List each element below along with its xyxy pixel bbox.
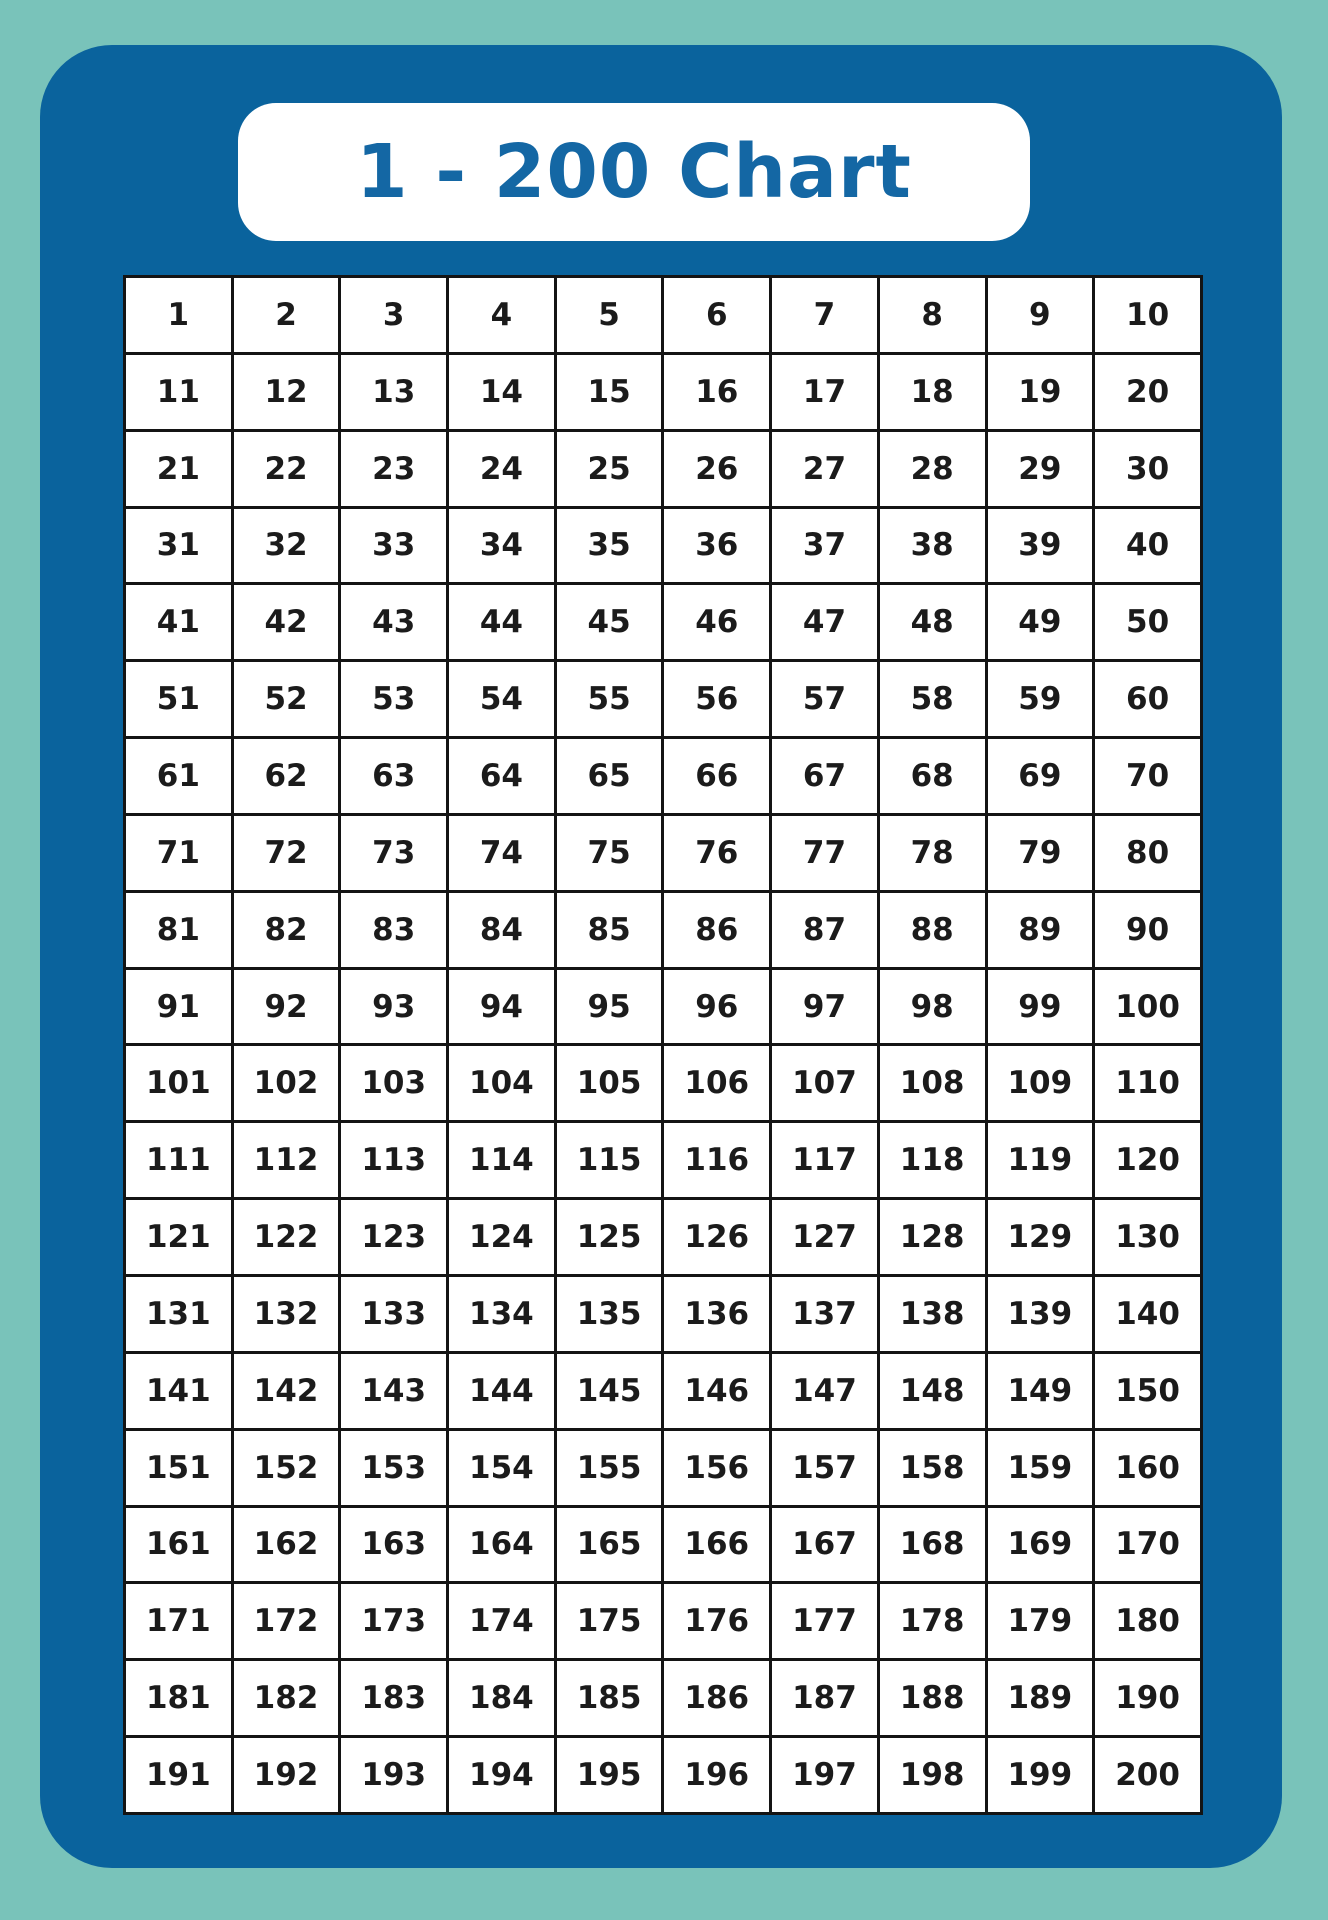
number-cell: 95 <box>555 968 663 1045</box>
number-cell: 170 <box>1094 1506 1202 1583</box>
number-cell: 47 <box>771 584 879 661</box>
number-cell: 163 <box>340 1506 448 1583</box>
number-cell: 182 <box>232 1660 340 1737</box>
number-cell: 19 <box>986 353 1094 430</box>
table-row <box>125 1275 1202 1352</box>
number-cell: 180 <box>1094 1583 1202 1660</box>
number-cell: 60 <box>1094 661 1202 738</box>
number-cell: 61 <box>125 738 233 815</box>
table-row <box>125 1583 1202 1660</box>
table-row <box>125 430 1202 507</box>
number-cell: 109 <box>986 1045 1094 1122</box>
table-row <box>125 277 1202 354</box>
number-cell: 134 <box>448 1275 556 1352</box>
number-cell: 63 <box>340 738 448 815</box>
number-cell: 86 <box>663 891 771 968</box>
table-row <box>125 891 1202 968</box>
number-cell: 24 <box>448 430 556 507</box>
number-cell: 165 <box>555 1506 663 1583</box>
number-cell: 185 <box>555 1660 663 1737</box>
number-cell: 172 <box>232 1583 340 1660</box>
number-cell: 92 <box>232 968 340 1045</box>
number-cell: 175 <box>555 1583 663 1660</box>
number-cell: 56 <box>663 661 771 738</box>
number-cell: 67 <box>771 738 879 815</box>
number-cell: 104 <box>448 1045 556 1122</box>
number-cell: 12 <box>232 353 340 430</box>
number-cell: 127 <box>771 1199 879 1276</box>
table-row <box>125 1429 1202 1506</box>
number-cell: 189 <box>986 1660 1094 1737</box>
table-row <box>125 968 1202 1045</box>
number-cell: 38 <box>878 507 986 584</box>
number-cell: 112 <box>232 1122 340 1199</box>
number-cell: 142 <box>232 1352 340 1429</box>
number-cell: 130 <box>1094 1199 1202 1276</box>
number-cell: 40 <box>1094 507 1202 584</box>
number-cell: 123 <box>340 1199 448 1276</box>
number-cell: 188 <box>878 1660 986 1737</box>
number-cell: 20 <box>1094 353 1202 430</box>
number-cell: 184 <box>448 1660 556 1737</box>
number-cell: 9 <box>986 277 1094 354</box>
number-cell: 108 <box>878 1045 986 1122</box>
number-cell: 177 <box>771 1583 879 1660</box>
number-cell: 4 <box>448 277 556 354</box>
number-cell: 55 <box>555 661 663 738</box>
number-cell: 173 <box>340 1583 448 1660</box>
number-cell: 90 <box>1094 891 1202 968</box>
number-cell: 71 <box>125 814 233 891</box>
number-cell: 178 <box>878 1583 986 1660</box>
number-cell: 27 <box>771 430 879 507</box>
number-cell: 42 <box>232 584 340 661</box>
number-cell: 131 <box>125 1275 233 1352</box>
number-cell: 98 <box>878 968 986 1045</box>
number-cell: 152 <box>232 1429 340 1506</box>
number-cell: 43 <box>340 584 448 661</box>
number-cell: 148 <box>878 1352 986 1429</box>
number-cell: 35 <box>555 507 663 584</box>
number-cell: 8 <box>878 277 986 354</box>
number-cell: 171 <box>125 1583 233 1660</box>
number-grid <box>123 275 1203 1815</box>
number-grid-body <box>125 277 1202 1814</box>
number-cell: 64 <box>448 738 556 815</box>
number-cell: 54 <box>448 661 556 738</box>
number-cell: 121 <box>125 1199 233 1276</box>
number-cell: 16 <box>663 353 771 430</box>
number-cell: 44 <box>448 584 556 661</box>
table-row <box>125 584 1202 661</box>
number-cell: 110 <box>1094 1045 1202 1122</box>
number-cell: 129 <box>986 1199 1094 1276</box>
number-cell: 17 <box>771 353 879 430</box>
number-cell: 30 <box>1094 430 1202 507</box>
number-cell: 74 <box>448 814 556 891</box>
number-cell: 21 <box>125 430 233 507</box>
number-cell: 85 <box>555 891 663 968</box>
number-cell: 147 <box>771 1352 879 1429</box>
number-cell: 150 <box>1094 1352 1202 1429</box>
table-row <box>125 1660 1202 1737</box>
number-cell: 155 <box>555 1429 663 1506</box>
number-cell: 82 <box>232 891 340 968</box>
number-cell: 114 <box>448 1122 556 1199</box>
number-cell: 31 <box>125 507 233 584</box>
number-cell: 51 <box>125 661 233 738</box>
number-cell: 195 <box>555 1737 663 1814</box>
number-cell: 22 <box>232 430 340 507</box>
number-cell: 81 <box>125 891 233 968</box>
number-cell: 14 <box>448 353 556 430</box>
number-cell: 11 <box>125 353 233 430</box>
number-cell: 105 <box>555 1045 663 1122</box>
number-cell: 158 <box>878 1429 986 1506</box>
number-cell: 159 <box>986 1429 1094 1506</box>
number-cell: 28 <box>878 430 986 507</box>
number-cell: 128 <box>878 1199 986 1276</box>
number-cell: 162 <box>232 1506 340 1583</box>
number-cell: 76 <box>663 814 771 891</box>
number-cell: 41 <box>125 584 233 661</box>
number-cell: 78 <box>878 814 986 891</box>
number-cell: 138 <box>878 1275 986 1352</box>
number-cell: 132 <box>232 1275 340 1352</box>
number-cell: 15 <box>555 353 663 430</box>
number-cell: 79 <box>986 814 1094 891</box>
number-cell: 103 <box>340 1045 448 1122</box>
number-cell: 100 <box>1094 968 1202 1045</box>
table-row <box>125 661 1202 738</box>
number-cell: 2 <box>232 277 340 354</box>
number-cell: 161 <box>125 1506 233 1583</box>
number-cell: 198 <box>878 1737 986 1814</box>
number-cell: 119 <box>986 1122 1094 1199</box>
number-cell: 176 <box>663 1583 771 1660</box>
number-cell: 1 <box>125 277 233 354</box>
number-cell: 192 <box>232 1737 340 1814</box>
number-cell: 93 <box>340 968 448 1045</box>
number-cell: 200 <box>1094 1737 1202 1814</box>
number-cell: 135 <box>555 1275 663 1352</box>
number-cell: 37 <box>771 507 879 584</box>
number-cell: 66 <box>663 738 771 815</box>
number-cell: 125 <box>555 1199 663 1276</box>
number-cell: 197 <box>771 1737 879 1814</box>
number-cell: 116 <box>663 1122 771 1199</box>
number-cell: 39 <box>986 507 1094 584</box>
number-cell: 3 <box>340 277 448 354</box>
number-cell: 145 <box>555 1352 663 1429</box>
number-cell: 193 <box>340 1737 448 1814</box>
number-cell: 18 <box>878 353 986 430</box>
number-cell: 80 <box>1094 814 1202 891</box>
number-cell: 157 <box>771 1429 879 1506</box>
number-cell: 62 <box>232 738 340 815</box>
number-cell: 77 <box>771 814 879 891</box>
table-row <box>125 353 1202 430</box>
number-cell: 70 <box>1094 738 1202 815</box>
number-cell: 6 <box>663 277 771 354</box>
number-cell: 144 <box>448 1352 556 1429</box>
number-cell: 59 <box>986 661 1094 738</box>
number-cell: 68 <box>878 738 986 815</box>
number-cell: 167 <box>771 1506 879 1583</box>
number-cell: 69 <box>986 738 1094 815</box>
number-cell: 13 <box>340 353 448 430</box>
number-cell: 141 <box>125 1352 233 1429</box>
number-cell: 160 <box>1094 1429 1202 1506</box>
number-cell: 96 <box>663 968 771 1045</box>
number-cell: 117 <box>771 1122 879 1199</box>
table-row <box>125 507 1202 584</box>
number-cell: 126 <box>663 1199 771 1276</box>
number-cell: 168 <box>878 1506 986 1583</box>
number-cell: 29 <box>986 430 1094 507</box>
number-cell: 149 <box>986 1352 1094 1429</box>
number-cell: 139 <box>986 1275 1094 1352</box>
number-cell: 111 <box>125 1122 233 1199</box>
number-cell: 124 <box>448 1199 556 1276</box>
number-cell: 133 <box>340 1275 448 1352</box>
number-cell: 169 <box>986 1506 1094 1583</box>
number-cell: 151 <box>125 1429 233 1506</box>
number-cell: 97 <box>771 968 879 1045</box>
number-cell: 89 <box>986 891 1094 968</box>
number-cell: 164 <box>448 1506 556 1583</box>
number-cell: 156 <box>663 1429 771 1506</box>
number-cell: 88 <box>878 891 986 968</box>
table-row <box>125 1506 1202 1583</box>
number-cell: 23 <box>340 430 448 507</box>
table-row <box>125 1199 1202 1276</box>
number-cell: 48 <box>878 584 986 661</box>
number-cell: 174 <box>448 1583 556 1660</box>
number-cell: 181 <box>125 1660 233 1737</box>
number-cell: 137 <box>771 1275 879 1352</box>
number-cell: 191 <box>125 1737 233 1814</box>
table-row <box>125 1352 1202 1429</box>
number-cell: 136 <box>663 1275 771 1352</box>
number-cell: 94 <box>448 968 556 1045</box>
number-cell: 107 <box>771 1045 879 1122</box>
number-cell: 115 <box>555 1122 663 1199</box>
table-row <box>125 1122 1202 1199</box>
number-cell: 91 <box>125 968 233 1045</box>
number-cell: 65 <box>555 738 663 815</box>
number-cell: 50 <box>1094 584 1202 661</box>
number-cell: 118 <box>878 1122 986 1199</box>
number-cell: 5 <box>555 277 663 354</box>
number-cell: 7 <box>771 277 879 354</box>
number-cell: 143 <box>340 1352 448 1429</box>
number-cell: 87 <box>771 891 879 968</box>
number-cell: 25 <box>555 430 663 507</box>
number-cell: 146 <box>663 1352 771 1429</box>
number-cell: 45 <box>555 584 663 661</box>
table-row <box>125 814 1202 891</box>
number-cell: 36 <box>663 507 771 584</box>
table-row <box>125 738 1202 815</box>
number-cell: 46 <box>663 584 771 661</box>
number-cell: 83 <box>340 891 448 968</box>
number-cell: 120 <box>1094 1122 1202 1199</box>
number-cell: 34 <box>448 507 556 584</box>
number-cell: 122 <box>232 1199 340 1276</box>
number-cell: 72 <box>232 814 340 891</box>
number-cell: 187 <box>771 1660 879 1737</box>
table-row <box>125 1737 1202 1814</box>
number-cell: 58 <box>878 661 986 738</box>
number-cell: 199 <box>986 1737 1094 1814</box>
number-cell: 183 <box>340 1660 448 1737</box>
number-cell: 194 <box>448 1737 556 1814</box>
number-cell: 53 <box>340 661 448 738</box>
table-row <box>125 1045 1202 1122</box>
number-cell: 113 <box>340 1122 448 1199</box>
title-card <box>238 103 1030 241</box>
number-cell: 49 <box>986 584 1094 661</box>
number-cell: 196 <box>663 1737 771 1814</box>
number-cell: 140 <box>1094 1275 1202 1352</box>
number-cell: 84 <box>448 891 556 968</box>
number-cell: 10 <box>1094 277 1202 354</box>
number-cell: 102 <box>232 1045 340 1122</box>
page-title: 1 - 200 Chart <box>356 129 912 215</box>
number-cell: 32 <box>232 507 340 584</box>
number-cell: 179 <box>986 1583 1094 1660</box>
number-cell: 154 <box>448 1429 556 1506</box>
number-cell: 33 <box>340 507 448 584</box>
number-cell: 75 <box>555 814 663 891</box>
number-cell: 106 <box>663 1045 771 1122</box>
number-cell: 73 <box>340 814 448 891</box>
number-cell: 26 <box>663 430 771 507</box>
number-cell: 52 <box>232 661 340 738</box>
number-cell: 57 <box>771 661 879 738</box>
number-cell: 99 <box>986 968 1094 1045</box>
number-cell: 153 <box>340 1429 448 1506</box>
number-cell: 101 <box>125 1045 233 1122</box>
number-cell: 186 <box>663 1660 771 1737</box>
number-cell: 166 <box>663 1506 771 1583</box>
number-cell: 190 <box>1094 1660 1202 1737</box>
